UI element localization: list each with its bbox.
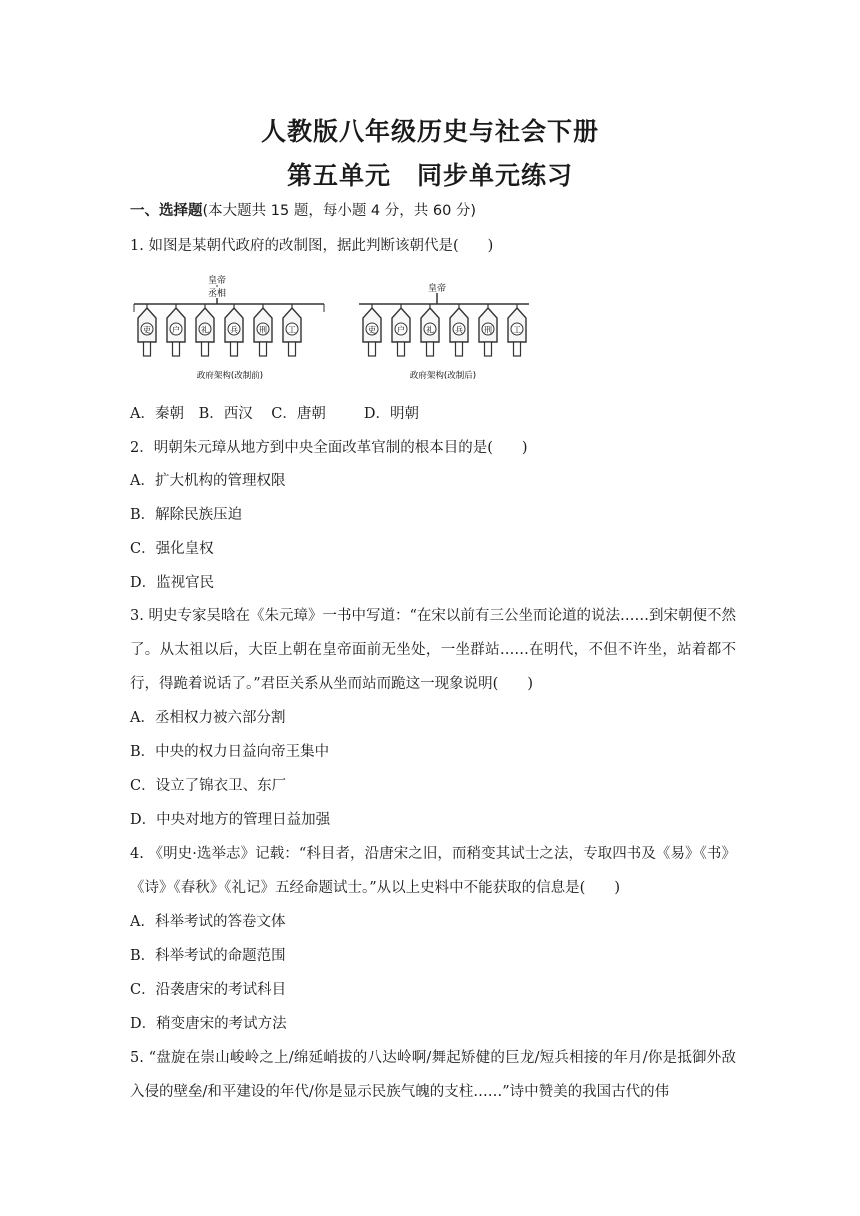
fig-after-dept-node: [508, 304, 526, 356]
q2-stem: 2．明朝朱元璋从地方到中央全面改革官制的根本目的是( ): [130, 440, 528, 456]
fig-before-dept-label: 兵: [230, 325, 238, 335]
org-chart-after: [355, 272, 535, 384]
q1-figure-before: [130, 272, 330, 388]
q3-stem: 3. 明史专家吴晗在《朱元璋》一书中写道：“在宋以前有三公坐而论道的说法……到宋朝便不然了。从太祖以后，大臣上朝在皇帝面前无坐处，一坐群站……在明代，不但不许坐，站着都不行，得跪着说话了。”君臣关系从坐而站而跪这一现象说明( ): [130, 608, 736, 692]
q2-option-b: B．解除民族压迫: [130, 507, 243, 523]
fig-before-chancellor-label: 丞相: [207, 289, 227, 299]
q4-option-a: A．科举考试的答卷文体: [130, 914, 286, 930]
fig-after-emperor-label: 皇帝: [427, 284, 447, 294]
fig-before-dept-node: [138, 304, 156, 356]
org-chart-before: [130, 272, 330, 384]
fig-before-dept-label: 礼: [201, 325, 209, 335]
fig-before-dept-label: 工: [288, 325, 296, 335]
fig-before-dept-node: [225, 304, 243, 356]
q4-option-c: C．沿袭唐宋的考试科目: [130, 982, 287, 998]
document-title: 人教版八年级历史与社会下册: [260, 117, 599, 146]
q1-option-b: B．西汉: [198, 406, 253, 422]
q2-option-c: C．强化皇权: [130, 541, 214, 557]
fig-after-dept-label: 兵: [455, 325, 463, 335]
fig-after-dept-node: [450, 304, 468, 356]
q3-option-b: B．中央的权力日益向帝王集中: [130, 744, 330, 760]
fig-after-dept-node: [392, 304, 410, 356]
q1-option-a: A．秦朝: [130, 406, 184, 422]
section-label: 一、选择题: [130, 203, 203, 219]
q2-option-a: A．扩大机构的管理权限: [130, 473, 286, 489]
fig-after-dept-label: 户: [397, 325, 405, 335]
fig-before-dept-node: [167, 304, 185, 356]
fig-after-dept-label: 刑: [484, 325, 492, 335]
fig-after-caption: 政府架构(改制后): [409, 371, 477, 381]
q1-figure-after: [355, 272, 535, 388]
fig-before-dept-node: [283, 304, 301, 356]
fig-after-dept-node: [421, 304, 439, 356]
unit-subtitle: 同步单元练习: [417, 161, 574, 190]
fig-before-dept-node: [254, 304, 272, 356]
fig-after-dept-label: 礼: [426, 325, 434, 335]
q3-option-d: D．中央对地方的管理日益加强: [130, 812, 331, 828]
q2-option-d: D．监视官民: [130, 575, 215, 591]
section-heading: [130, 201, 740, 221]
unit-title: [0, 156, 860, 192]
q3-option-c: C．设立了锦衣卫、东厂: [130, 778, 287, 794]
q4-option-d: D．稍变唐宋的考试方法: [130, 1016, 287, 1032]
q1-stem: 1. 如图是某朝代政府的改制图，据此判断该朝代是( ): [130, 238, 494, 254]
fig-after-dept-node: [479, 304, 497, 356]
fig-after-dept-label: 工: [513, 325, 521, 335]
fig-before-dept-label: 吏: [143, 325, 151, 335]
fig-before-dept-label: 刑: [259, 325, 267, 335]
q4-option-b: B．科举考试的命题范围: [130, 948, 286, 964]
q3-option-a: A．丞相权力被六部分割: [130, 710, 286, 726]
fig-before-caption: 政府架构(改制前): [196, 371, 264, 381]
q5-stem: 5. “盘旋在崇山峻岭之上/绵延峭拔的八达岭啊/舞起矫健的巨龙/短兵相接的年月/你是抵御外敌入侵的壁垒/和平建设的年代/你是显示民族气魄的支柱……”诗中赞美的我国古代的伟: [130, 1050, 736, 1100]
q1-options: [130, 404, 740, 424]
fig-before-emperor-label: 皇帝: [207, 276, 227, 286]
fig-after-dept-node: [363, 304, 381, 356]
section-note: (本大题共 15 题，每小题 4 分，共 60 分): [202, 203, 477, 219]
q4-stem: 4. 《明史·选举志》记载：“科目者，沿唐宋之旧，而稍变其试士之法，专取四书及《易》《书》《诗》《春秋》《礼记》五经命题试士。”从以上史料中不能获取的信息是( ): [130, 846, 736, 896]
fig-after-dept-label: 吏: [368, 325, 376, 335]
fig-before-dept-node: [196, 304, 214, 356]
q1-option-c: C．唐朝: [271, 406, 326, 422]
fig-before-dept-label: 户: [172, 325, 180, 335]
unit-number: 第五单元: [286, 161, 391, 190]
q1-option-d: D．明朝: [363, 406, 419, 422]
